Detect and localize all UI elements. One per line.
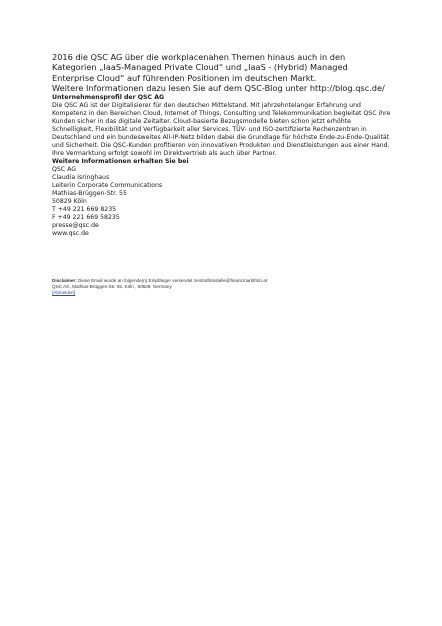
- intro-section: [52, 52, 392, 94]
- contact-heading: Weitere Informationen erhalten Sie bei: [52, 157, 189, 165]
- disclaimer-address: QSC AG, Mathias-Brüggen-Str. 55, Köln , 50829, Germany: [52, 284, 172, 289]
- blog-reference: Weitere Informationen dazu lesen Sie auf dem QSC-Blog unter http://blog.qsc.de/: [52, 83, 385, 94]
- contact-role: Leiterin Corporate Communications: [52, 181, 163, 189]
- contact-company: QSC AG: [52, 165, 77, 173]
- email-disclaimer: [52, 278, 392, 296]
- company-profile-heading: Unternehmensprofil der QSC AG: [52, 93, 165, 101]
- contact-website[interactable]: www.qsc.de: [52, 229, 89, 237]
- contact-phone: T +49 221 669 8235: [52, 205, 117, 213]
- disclaimer-label: Disclaimer:: [52, 278, 77, 283]
- contact-name: Claudia Isringhaus: [52, 173, 110, 181]
- contact-block: [52, 166, 392, 238]
- unsubscribe-link[interactable]: [Abmelden]: [52, 290, 76, 295]
- disclaimer-text: Diese Email wurde an folgende(n) Empfänger versendet zentralfotostelle@finanzmarktfoto.at: [76, 278, 268, 283]
- intro-paragraph: 2016 die QSC AG über die workplacenahen Themen hinaus auch in den Kategorien „IaaS-Managed Private Cloud“ und „IaaS - (Hybrid) Managed Enterprise Cloud“ auf führenden Positionen im deutschen Markt.: [52, 52, 348, 83]
- contact-fax: F +49 221 669 58235: [52, 213, 120, 221]
- contact-email[interactable]: presse@qsc.de: [52, 221, 99, 229]
- contact-street: Mathias-Brüggen-Str. 55: [52, 189, 127, 197]
- company-profile-text: Die QSC AG ist der Digitalisierer für den deutschen Mittelstand. Mit jahrzehntelanger Erfahrung und Kompetenz in den Bereichen Cloud, Internet of Things, Consulting und Telekommunikation begleitet QSC ihre Kunden sicher in das digitale Zeitalter. Cloud-basierte Bezugsmodelle bieten schon jetzt erhöhte Schnelligkeit, Flexibilität und Verfügbarkeit aller Services. TÜV- und ISO-zertifizierte Rechenzentren in Deutschland und ein bundesweites All-IP-Netz bilden dabei die Grundlage für höchste Ende-zu-Ende-Qualität und Sicherheit. Die QSC-Kunden profitieren von innovativen Produkten und Dienstleistungen aus einer Hand. Ihre Vermarktung erfolgt sowohl im Direktvertrieb als auch über Partner.: [52, 101, 391, 157]
- contact-city: 50829 Köln: [52, 197, 87, 205]
- document-body: [52, 52, 392, 238]
